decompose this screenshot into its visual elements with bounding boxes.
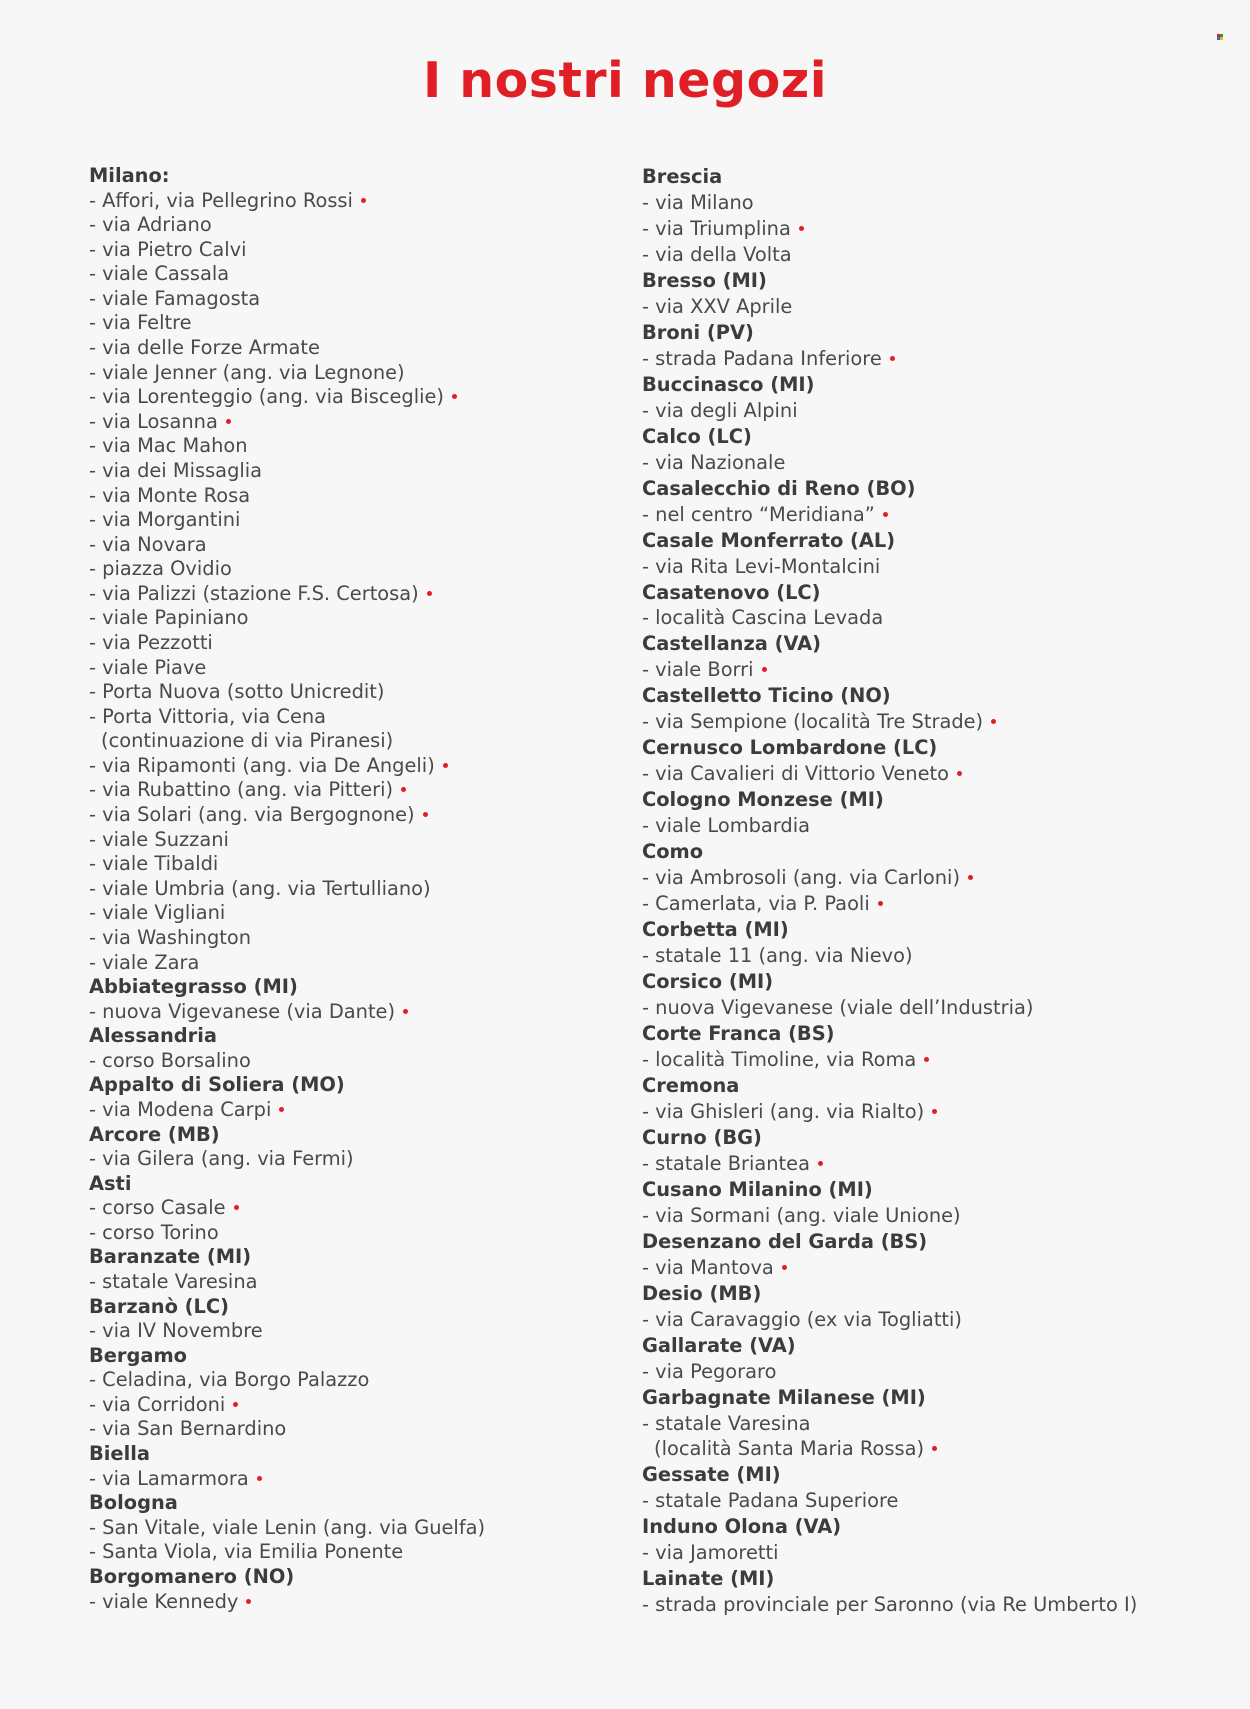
store-address — [89, 656, 609, 681]
city-name: Castelletto Ticino (NO) — [642, 684, 891, 708]
store-address — [89, 926, 609, 951]
store-address — [89, 1196, 609, 1221]
store-address-text: - via Lamarmora — [89, 1466, 249, 1490]
store-address — [642, 190, 1232, 216]
store-address — [89, 1417, 609, 1442]
store-address — [89, 361, 609, 386]
store-column-right — [642, 164, 1232, 1618]
city-name: Asti — [89, 1171, 132, 1195]
store-marker-dot-icon — [452, 394, 457, 399]
store-address-text: - via delle Forze Armate — [89, 336, 320, 360]
store-address-text: - via Jamoretti — [642, 1541, 779, 1565]
store-address-text: - via Ambrosoli (ang. via Carloni) — [642, 866, 961, 890]
store-marker-dot-icon — [257, 1476, 262, 1481]
city-name: Casatenovo (LC) — [642, 580, 821, 604]
store-address — [89, 1049, 609, 1074]
store-address — [89, 1098, 609, 1123]
store-address — [642, 1099, 1232, 1125]
store-address — [642, 995, 1232, 1021]
city-name: Buccinasco (MI) — [642, 372, 815, 396]
store-address-text: - viale Cassala — [89, 262, 230, 286]
store-address-text: - Celadina, via Borgo Palazzo — [89, 1368, 370, 1392]
store-address-text: - via della Volta — [642, 242, 792, 266]
city-heading — [642, 372, 1232, 398]
store-address — [642, 943, 1232, 969]
city-name: Cernusco Lombardone (LC) — [642, 736, 938, 760]
store-marker-dot-icon — [443, 763, 448, 768]
city-name: Desio (MB) — [642, 1281, 762, 1305]
store-address — [89, 311, 609, 336]
store-address — [89, 1393, 609, 1418]
store-address — [89, 606, 609, 631]
city-name: Biella — [89, 1442, 150, 1466]
city-name: Abbiategrasso (MI) — [89, 975, 298, 999]
store-address-text: - statale Varesina — [89, 1270, 258, 1294]
store-address — [642, 450, 1232, 476]
city-heading — [89, 1172, 609, 1197]
store-address — [642, 1592, 1232, 1618]
store-address — [89, 1270, 609, 1295]
store-address-text: - viale Suzzani — [89, 827, 229, 851]
store-address — [642, 1307, 1232, 1333]
store-address — [642, 1359, 1232, 1385]
logo-yellow-square — [1220, 37, 1223, 40]
city-name: Barzanò (LC) — [89, 1294, 229, 1318]
store-address — [89, 803, 609, 828]
city-heading — [89, 1295, 609, 1320]
city-heading — [642, 839, 1232, 865]
store-address-text: - via Adriano — [89, 213, 212, 237]
store-address — [642, 657, 1232, 683]
store-marker-dot-icon — [818, 1161, 823, 1166]
store-address — [89, 1319, 609, 1344]
city-heading — [642, 735, 1232, 761]
city-heading — [89, 1123, 609, 1148]
store-address — [89, 1540, 609, 1565]
brand-logo-icon — [1217, 34, 1223, 40]
store-address — [89, 877, 609, 902]
city-heading — [642, 683, 1232, 709]
store-marker-dot-icon — [762, 667, 767, 672]
city-heading — [642, 1281, 1232, 1307]
city-heading — [89, 1565, 609, 1590]
city-heading — [89, 1442, 609, 1467]
city-heading — [642, 1021, 1232, 1047]
store-address — [89, 1590, 609, 1615]
store-marker-dot-icon — [968, 875, 973, 880]
city-heading — [642, 528, 1232, 554]
store-address-text: - via Morgantini — [89, 508, 241, 532]
store-address — [89, 631, 609, 656]
store-marker-dot-icon — [883, 512, 888, 517]
store-address-text: - via Milano — [642, 190, 754, 214]
store-address-text: - nuova Vigevanese (viale dell’Industria) — [642, 996, 1034, 1019]
store-address — [642, 1255, 1232, 1281]
store-address-text: - statale Padana Superiore — [642, 1489, 899, 1513]
store-address — [642, 1203, 1232, 1229]
store-address-text: - via Cavalieri di Vittorio Veneto — [642, 762, 949, 786]
store-address-text: - via Modena Carpi — [89, 1097, 272, 1121]
city-name: Cremona — [642, 1073, 740, 1097]
city-heading — [642, 787, 1232, 813]
store-address-text: - via degli Alpini — [642, 398, 798, 422]
store-marker-dot-icon — [878, 901, 883, 906]
store-address — [89, 508, 609, 533]
city-heading — [642, 1177, 1232, 1203]
city-name: Corte Franca (BS) — [642, 1021, 835, 1045]
city-heading — [642, 164, 1232, 190]
city-heading — [642, 1385, 1232, 1411]
store-address-text: - statale Varesina — [642, 1411, 811, 1435]
store-address — [642, 709, 1232, 735]
store-address — [642, 502, 1232, 528]
store-address-text: - viale Zara — [89, 950, 200, 974]
store-address — [642, 294, 1232, 320]
store-address — [89, 238, 609, 263]
store-address — [89, 189, 609, 214]
city-name: Cologno Monzese (MI) — [642, 788, 884, 812]
store-address — [89, 754, 609, 779]
store-address — [89, 680, 609, 705]
city-heading — [642, 476, 1232, 502]
store-column-left — [89, 164, 609, 1614]
city-name: Castellanza (VA) — [642, 632, 822, 656]
city-name: Lainate (MI) — [642, 1567, 775, 1591]
store-address-text: - via Novara — [89, 532, 207, 556]
store-address-text: - via Ghisleri (ang. via Rialto) — [642, 1099, 925, 1123]
store-address-text: - viale Borri — [642, 658, 754, 682]
store-address-text: - viale Famagosta — [89, 286, 261, 310]
store-address-text: - via Sormani (ang. viale Unione) — [642, 1203, 961, 1227]
store-address-text: - Camerlata, via P. Paoli — [642, 892, 870, 916]
city-name: Gallarate (VA) — [642, 1333, 796, 1357]
store-marker-dot-icon — [403, 1009, 408, 1014]
store-address — [642, 1151, 1232, 1177]
store-address — [642, 761, 1232, 787]
city-heading — [642, 1073, 1232, 1099]
city-heading — [89, 1073, 609, 1098]
store-address-text: - viale Kennedy — [89, 1589, 239, 1613]
city-name: Brescia — [642, 165, 723, 188]
store-address-text: - nuova Vigevanese (via Dante) — [89, 999, 396, 1023]
city-heading — [642, 1333, 1232, 1359]
store-address — [89, 828, 609, 853]
store-address-text: (continuazione di via Piranesi) — [101, 729, 394, 753]
city-name: Casale Monferrato (AL) — [642, 528, 896, 552]
store-address-text: - via Rita Levi-Montalcini — [642, 554, 881, 578]
store-address-text: - via Monte Rosa — [89, 483, 251, 507]
store-marker-dot-icon — [991, 719, 996, 724]
store-marker-dot-icon — [957, 771, 962, 776]
store-address — [642, 1047, 1232, 1073]
store-address — [89, 1368, 609, 1393]
store-address-text: - via Corridoni — [89, 1392, 226, 1416]
store-address — [89, 582, 609, 607]
store-address-text: - via Caravaggio (ex via Togliatti) — [642, 1307, 962, 1331]
store-address-text: - Porta Nuova (sotto Unicredit) — [89, 680, 385, 704]
store-address-text: - Affori, via Pellegrino Rossi — [89, 188, 353, 212]
store-marker-dot-icon — [279, 1107, 284, 1112]
city-name: Milano: — [89, 164, 170, 187]
store-marker-dot-icon — [924, 1057, 929, 1062]
store-address-text: - località Cascina Levada — [642, 606, 884, 630]
city-name: Corbetta (MI) — [642, 918, 789, 942]
store-address — [89, 852, 609, 877]
store-address — [89, 1467, 609, 1492]
store-marker-dot-icon — [932, 1109, 937, 1114]
city-name: Appalto di Soliera (MO) — [89, 1073, 345, 1097]
city-name: Casalecchio di Reno (BO) — [642, 476, 916, 500]
city-name: Garbagnate Milanese (MI) — [642, 1385, 926, 1409]
store-address — [89, 901, 609, 926]
city-heading — [89, 1344, 609, 1369]
store-address-text: - viale Jenner (ang. via Legnone) — [89, 360, 405, 384]
store-address — [642, 1540, 1232, 1566]
store-address-text: - via San Bernardino — [89, 1417, 287, 1441]
store-address — [642, 813, 1232, 839]
store-address-text: - via Pezzotti — [89, 630, 213, 654]
store-address-text: - via Feltre — [89, 311, 192, 335]
store-address — [642, 216, 1232, 242]
store-address-text: - via XXV Aprile — [642, 294, 793, 318]
store-address — [89, 1147, 609, 1172]
store-address-text: - corso Torino — [89, 1220, 219, 1244]
store-address — [89, 557, 609, 582]
store-address-text: - via Rubattino (ang. via Pitteri) — [89, 778, 394, 802]
city-heading — [642, 268, 1232, 294]
store-marker-dot-icon — [233, 1402, 238, 1407]
city-heading — [89, 164, 609, 189]
city-name: Cusano Milanino (MI) — [642, 1177, 873, 1201]
store-address-text: - via Palizzi (stazione F.S. Certosa) — [89, 581, 419, 605]
store-address — [642, 865, 1232, 891]
city-heading — [642, 320, 1232, 346]
city-heading — [642, 1462, 1232, 1488]
city-name: Desenzano del Garda (BS) — [642, 1229, 928, 1253]
city-name: Borgomanero (NO) — [89, 1564, 295, 1588]
store-address — [89, 459, 609, 484]
store-address — [642, 346, 1232, 372]
city-heading — [642, 969, 1232, 995]
city-heading — [642, 631, 1232, 657]
city-heading — [89, 1491, 609, 1516]
store-address — [89, 385, 609, 410]
store-address — [642, 398, 1232, 424]
city-name: Broni (PV) — [642, 320, 754, 344]
store-marker-dot-icon — [401, 787, 406, 792]
store-address — [642, 1488, 1232, 1514]
store-address — [642, 1436, 1232, 1462]
store-address-text: - via dei Missaglia — [89, 458, 263, 482]
store-address-text: - piazza Ovidio — [89, 557, 232, 581]
store-marker-dot-icon — [427, 591, 432, 596]
store-address-text: - viale Tibaldi — [89, 852, 219, 876]
city-name: Bergamo — [89, 1343, 187, 1367]
store-marker-dot-icon — [890, 356, 895, 361]
page-title: I nostri negozi — [422, 52, 828, 109]
store-marker-dot-icon — [782, 1265, 787, 1270]
store-address-text: - nel centro “Meridiana” — [642, 502, 875, 526]
store-address — [642, 1411, 1232, 1437]
city-heading — [89, 975, 609, 1000]
store-address-text: - via Mantova — [642, 1255, 774, 1279]
store-address-text: - viale Papiniano — [89, 606, 249, 630]
store-address-text: - via Gilera (ang. via Fermi) — [89, 1147, 354, 1171]
store-address-text: - statale Briantea — [642, 1151, 810, 1175]
store-address — [89, 1221, 609, 1246]
city-heading — [89, 1245, 609, 1270]
city-name: Bologna — [89, 1491, 178, 1515]
store-marker-dot-icon — [234, 1205, 239, 1210]
store-marker-dot-icon — [932, 1446, 937, 1451]
store-address — [89, 213, 609, 238]
store-address-text: (località Santa Maria Rossa) — [654, 1437, 925, 1461]
store-address-text: - via Losanna — [89, 409, 218, 433]
city-name: Induno Olona (VA) — [642, 1515, 842, 1539]
store-address-text: - via IV Novembre — [89, 1319, 263, 1343]
store-address — [89, 778, 609, 803]
store-address-text: - via Pegoraro — [642, 1359, 777, 1383]
store-address — [89, 434, 609, 459]
store-address-text: - viale Piave — [89, 655, 207, 679]
store-address-text: - strada Padana Inferiore — [642, 346, 882, 370]
store-address-text: - viale Umbria (ang. via Tertulliano) — [89, 876, 431, 900]
city-heading — [642, 1229, 1232, 1255]
store-address-text: - Porta Vittoria, via Cena — [89, 704, 327, 728]
store-address — [89, 262, 609, 287]
store-address-text: - via Pietro Calvi — [89, 237, 247, 261]
store-address-text: - via Sempione (località Tre Strade) — [642, 710, 984, 734]
city-heading — [642, 1566, 1232, 1592]
store-address-text: - corso Casale — [89, 1196, 226, 1220]
city-name: Gessate (MI) — [642, 1463, 781, 1487]
store-address-text: - via Nazionale — [642, 450, 786, 474]
store-address — [89, 729, 609, 754]
city-heading — [642, 424, 1232, 450]
store-marker-dot-icon — [246, 1599, 251, 1604]
store-address — [642, 554, 1232, 580]
store-address — [642, 891, 1232, 917]
store-address — [89, 484, 609, 509]
store-address-text: - statale 11 (ang. via Nievo) — [642, 944, 913, 968]
store-address — [89, 705, 609, 730]
city-heading — [642, 917, 1232, 943]
store-address — [642, 605, 1232, 631]
store-marker-dot-icon — [226, 419, 231, 424]
city-name: Arcore (MB) — [89, 1122, 220, 1146]
store-address — [642, 242, 1232, 268]
city-name: Corsico (MI) — [642, 970, 774, 994]
store-address — [89, 533, 609, 558]
store-address-text: - via Triumplina — [642, 216, 791, 240]
store-address-text: - strada provinciale per Saronno (via Re Umberto I) — [642, 1593, 1138, 1617]
city-name: Calco (LC) — [642, 424, 752, 448]
store-address — [89, 287, 609, 312]
city-name: Curno (BG) — [642, 1125, 762, 1149]
city-name: Como — [642, 840, 704, 864]
store-marker-dot-icon — [799, 226, 804, 231]
store-address-text: - via Solari (ang. via Bergognone) — [89, 803, 415, 827]
store-address — [89, 951, 609, 976]
store-address-text: - viale Vigliani — [89, 901, 226, 925]
store-address — [89, 410, 609, 435]
city-name: Alessandria — [89, 1024, 217, 1048]
store-address-text: - via Mac Mahon — [89, 434, 248, 458]
city-name: Bresso (MI) — [642, 268, 767, 292]
store-address — [89, 336, 609, 361]
city-heading — [642, 1125, 1232, 1151]
store-marker-dot-icon — [423, 812, 428, 817]
store-address-text: - corso Borsalino — [89, 1048, 251, 1072]
store-address-text: - San Vitale, viale Lenin (ang. via Guelfa) — [89, 1515, 486, 1539]
city-heading — [642, 1514, 1232, 1540]
city-heading — [642, 580, 1232, 606]
city-name: Baranzate (MI) — [89, 1245, 252, 1269]
store-address-text: - via Washington — [89, 925, 252, 949]
store-address-text: - località Timoline, via Roma — [642, 1047, 917, 1071]
city-heading — [89, 1024, 609, 1049]
store-address — [89, 1516, 609, 1541]
store-address-text: - via Lorenteggio (ang. via Bisceglie) — [89, 385, 444, 409]
store-marker-dot-icon — [361, 198, 366, 203]
store-address-text: - Santa Viola, via Emilia Ponente — [89, 1540, 404, 1564]
store-address-text: - viale Lombardia — [642, 814, 811, 838]
store-address-text: - via Ripamonti (ang. via De Angeli) — [89, 753, 435, 777]
store-address — [89, 1000, 609, 1025]
